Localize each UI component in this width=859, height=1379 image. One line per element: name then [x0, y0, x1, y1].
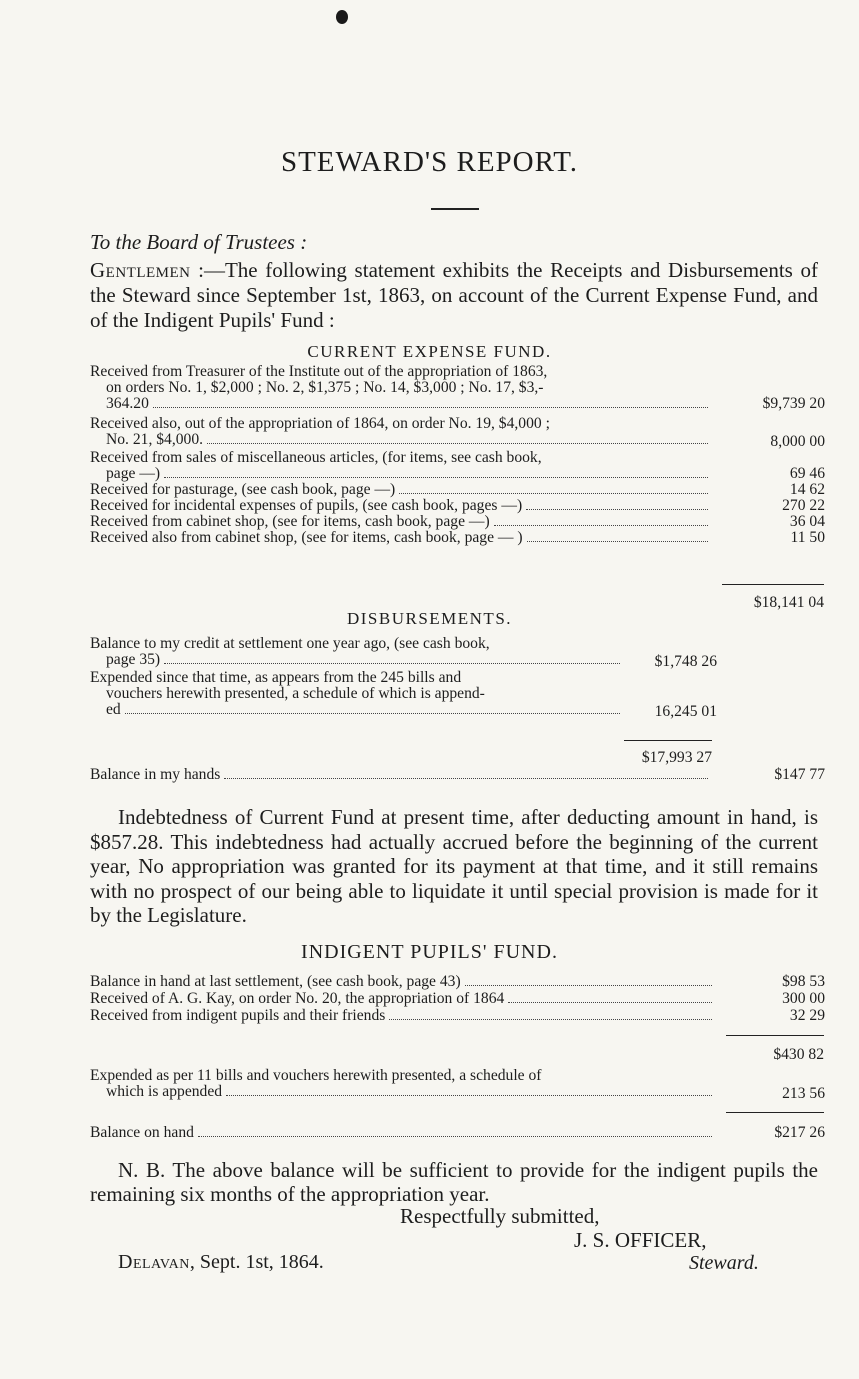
- entry-amount: $1,748 26: [654, 653, 717, 670]
- signer-name: J. S. OFFICER,: [574, 1228, 707, 1252]
- entry-amount: 32 29: [789, 1007, 825, 1024]
- disbursements-heading: DISBURSEMENTS.: [346, 609, 513, 628]
- current-expense-entries: [90, 364, 825, 546]
- salutation: Gentlemen: [90, 258, 191, 282]
- ledger-entry: [90, 767, 825, 783]
- place-date-line: [118, 1251, 324, 1274]
- ledger-entry: [90, 1125, 825, 1142]
- leader-dots: [224, 778, 708, 779]
- signer-title: Steward.: [689, 1252, 759, 1274]
- place: Delavan: [118, 1251, 190, 1273]
- disbursement-subtotal: $17,993 27: [641, 749, 712, 766]
- leader-dots: [164, 477, 708, 478]
- ink-blot: [336, 10, 348, 24]
- leader-dots: [508, 1002, 712, 1003]
- balance-amount: $147 77: [774, 766, 825, 783]
- address-line: To the Board of Trustees :: [90, 230, 308, 254]
- leader-dots: [494, 525, 708, 526]
- ledger-entry: [90, 498, 825, 514]
- entry-line: Received for pasturage, (see cash book, page —): [90, 481, 396, 498]
- leader-dots: [125, 713, 620, 714]
- leader-dots: [526, 509, 708, 510]
- ledger-entry: [90, 364, 825, 412]
- entry-line: ed: [106, 701, 121, 718]
- date: , Sept. 1st, 1864.: [189, 1251, 324, 1273]
- leader-dots: [153, 407, 708, 408]
- entry-amount: 16,245 01: [654, 703, 717, 720]
- entry-amount: 270 22: [782, 497, 825, 514]
- ledger-entry: [90, 450, 825, 482]
- leader-dots: [527, 541, 708, 542]
- leader-dots: [465, 985, 712, 986]
- ledger-entry: [90, 636, 825, 668]
- current-fund-total: $18,141 04: [753, 594, 824, 611]
- disbursement-entries: [90, 636, 825, 718]
- leader-dots: [389, 1019, 712, 1020]
- ledger-entry: [90, 514, 825, 530]
- leader-dots: [198, 1136, 712, 1137]
- report-title: STEWARD'S REPORT.: [280, 146, 579, 178]
- entry-line: Received also, out of the appropriation of 1864, on order No. 19, $4,000 ;: [90, 415, 550, 432]
- entry-line: Expended as per 11 bills and vouchers herewith presented, a schedule of: [90, 1067, 542, 1084]
- entry-amount: $98 53: [782, 973, 825, 990]
- intro-paragraph: [90, 258, 818, 333]
- title-rule: [431, 208, 479, 210]
- nb-paragraph: N. B. The above balance will be sufficient to provide for the indigent pupils the remaining six months of the appropriation year.: [90, 1158, 818, 1206]
- entry-line: No. 21, $4,000.: [106, 431, 204, 448]
- balance-amount: $217 26: [774, 1124, 825, 1141]
- balance-label: Balance in my hands: [90, 766, 221, 783]
- indebtedness-paragraph: Indebtedness of Current Fund at present time, after deducting amount in hand, is $857.28. This indebtedness had actually accrued before the beginning of the current year, No appropriation was granted for its payment at that time, and it still remains with no prospect of our being able to liquidate it until special provision is made for it by the Legislature.: [90, 805, 818, 927]
- entry-amount: 14 62: [789, 481, 825, 498]
- ledger-entry: [90, 974, 825, 991]
- entry-amount: $9,739 20: [762, 395, 825, 412]
- entry-line: Expended since that time, as appears from the 245 bills and: [90, 669, 462, 686]
- closing-line: Respectfully submitted,: [400, 1204, 600, 1228]
- entry-amount: 69 46: [789, 465, 825, 482]
- entry-line: 364.20: [106, 395, 149, 412]
- entry-line: Received from cabinet shop, (see for items, cash book, page —): [90, 513, 490, 530]
- entry-amount: 8,000 00: [770, 433, 825, 450]
- leader-dots: [399, 493, 708, 494]
- ledger-entry: [90, 1068, 825, 1102]
- sum-rule: [726, 1112, 824, 1113]
- indigent-pupils-fund-heading: INDIGENT PUPILS' FUND.: [301, 941, 558, 963]
- leader-dots: [207, 443, 708, 444]
- entry-line: which is appended: [106, 1083, 223, 1100]
- balance-label: Balance on hand: [90, 1124, 194, 1141]
- intro-text: :—The following statement exhibits the Receipts and Disbursements of the Steward since September 1st, 1863, on account of the Current Expense Fund, and of the Indigent Pupils' Fund :: [90, 258, 818, 332]
- ledger-entry: [90, 1008, 825, 1025]
- entry-amount: 213 56: [782, 1085, 825, 1102]
- indigent-entries: [90, 974, 825, 1025]
- sum-rule: [726, 1035, 824, 1036]
- current-expense-fund-heading: CURRENT EXPENSE FUND.: [307, 342, 552, 361]
- indigent-total: $430 82: [773, 1046, 824, 1063]
- entry-amount: 11 50: [790, 529, 825, 546]
- entry-line: Received from sales of miscellaneous articles, (for items, see cash book,: [90, 449, 542, 466]
- sum-rule: [624, 740, 712, 741]
- entry-line: Received for incidental expenses of pupils, (see cash book, pages —): [90, 497, 523, 514]
- ledger-entry: [90, 416, 825, 448]
- ledger-entry: [90, 482, 825, 498]
- entry-line: Received from indigent pupils and their friends: [90, 1007, 386, 1024]
- entry-line: vouchers herewith presented, a schedule of which is append-: [106, 685, 485, 702]
- ledger-entry: [90, 991, 825, 1008]
- entry-amount: 300 00: [782, 990, 825, 1007]
- entry-line: on orders No. 1, $2,000 ; No. 2, $1,375 ; No. 14, $3,000 ; No. 17, $3,-: [106, 379, 544, 396]
- entry-line: Received of A. G. Kay, on order No. 20, the appropriation of 1864: [90, 990, 505, 1007]
- leader-dots: [164, 663, 620, 664]
- entry-line: Balance in hand at last settlement, (see cash book, page 43): [90, 973, 461, 990]
- entry-amount: 36 04: [789, 513, 825, 530]
- entry-line: Balance to my credit at settlement one year ago, (see cash book,: [90, 635, 490, 652]
- entry-line: page 35): [106, 651, 161, 668]
- entry-line: page —): [106, 465, 161, 482]
- ledger-entry: [90, 670, 825, 718]
- entry-line: Received from Treasurer of the Institute out of the appropriation of 1863,: [90, 363, 548, 380]
- leader-dots: [226, 1095, 712, 1096]
- sum-rule: [722, 584, 824, 585]
- ledger-entry: [90, 530, 825, 546]
- entry-line: Received also from cabinet shop, (see for items, cash book, page — ): [90, 529, 523, 546]
